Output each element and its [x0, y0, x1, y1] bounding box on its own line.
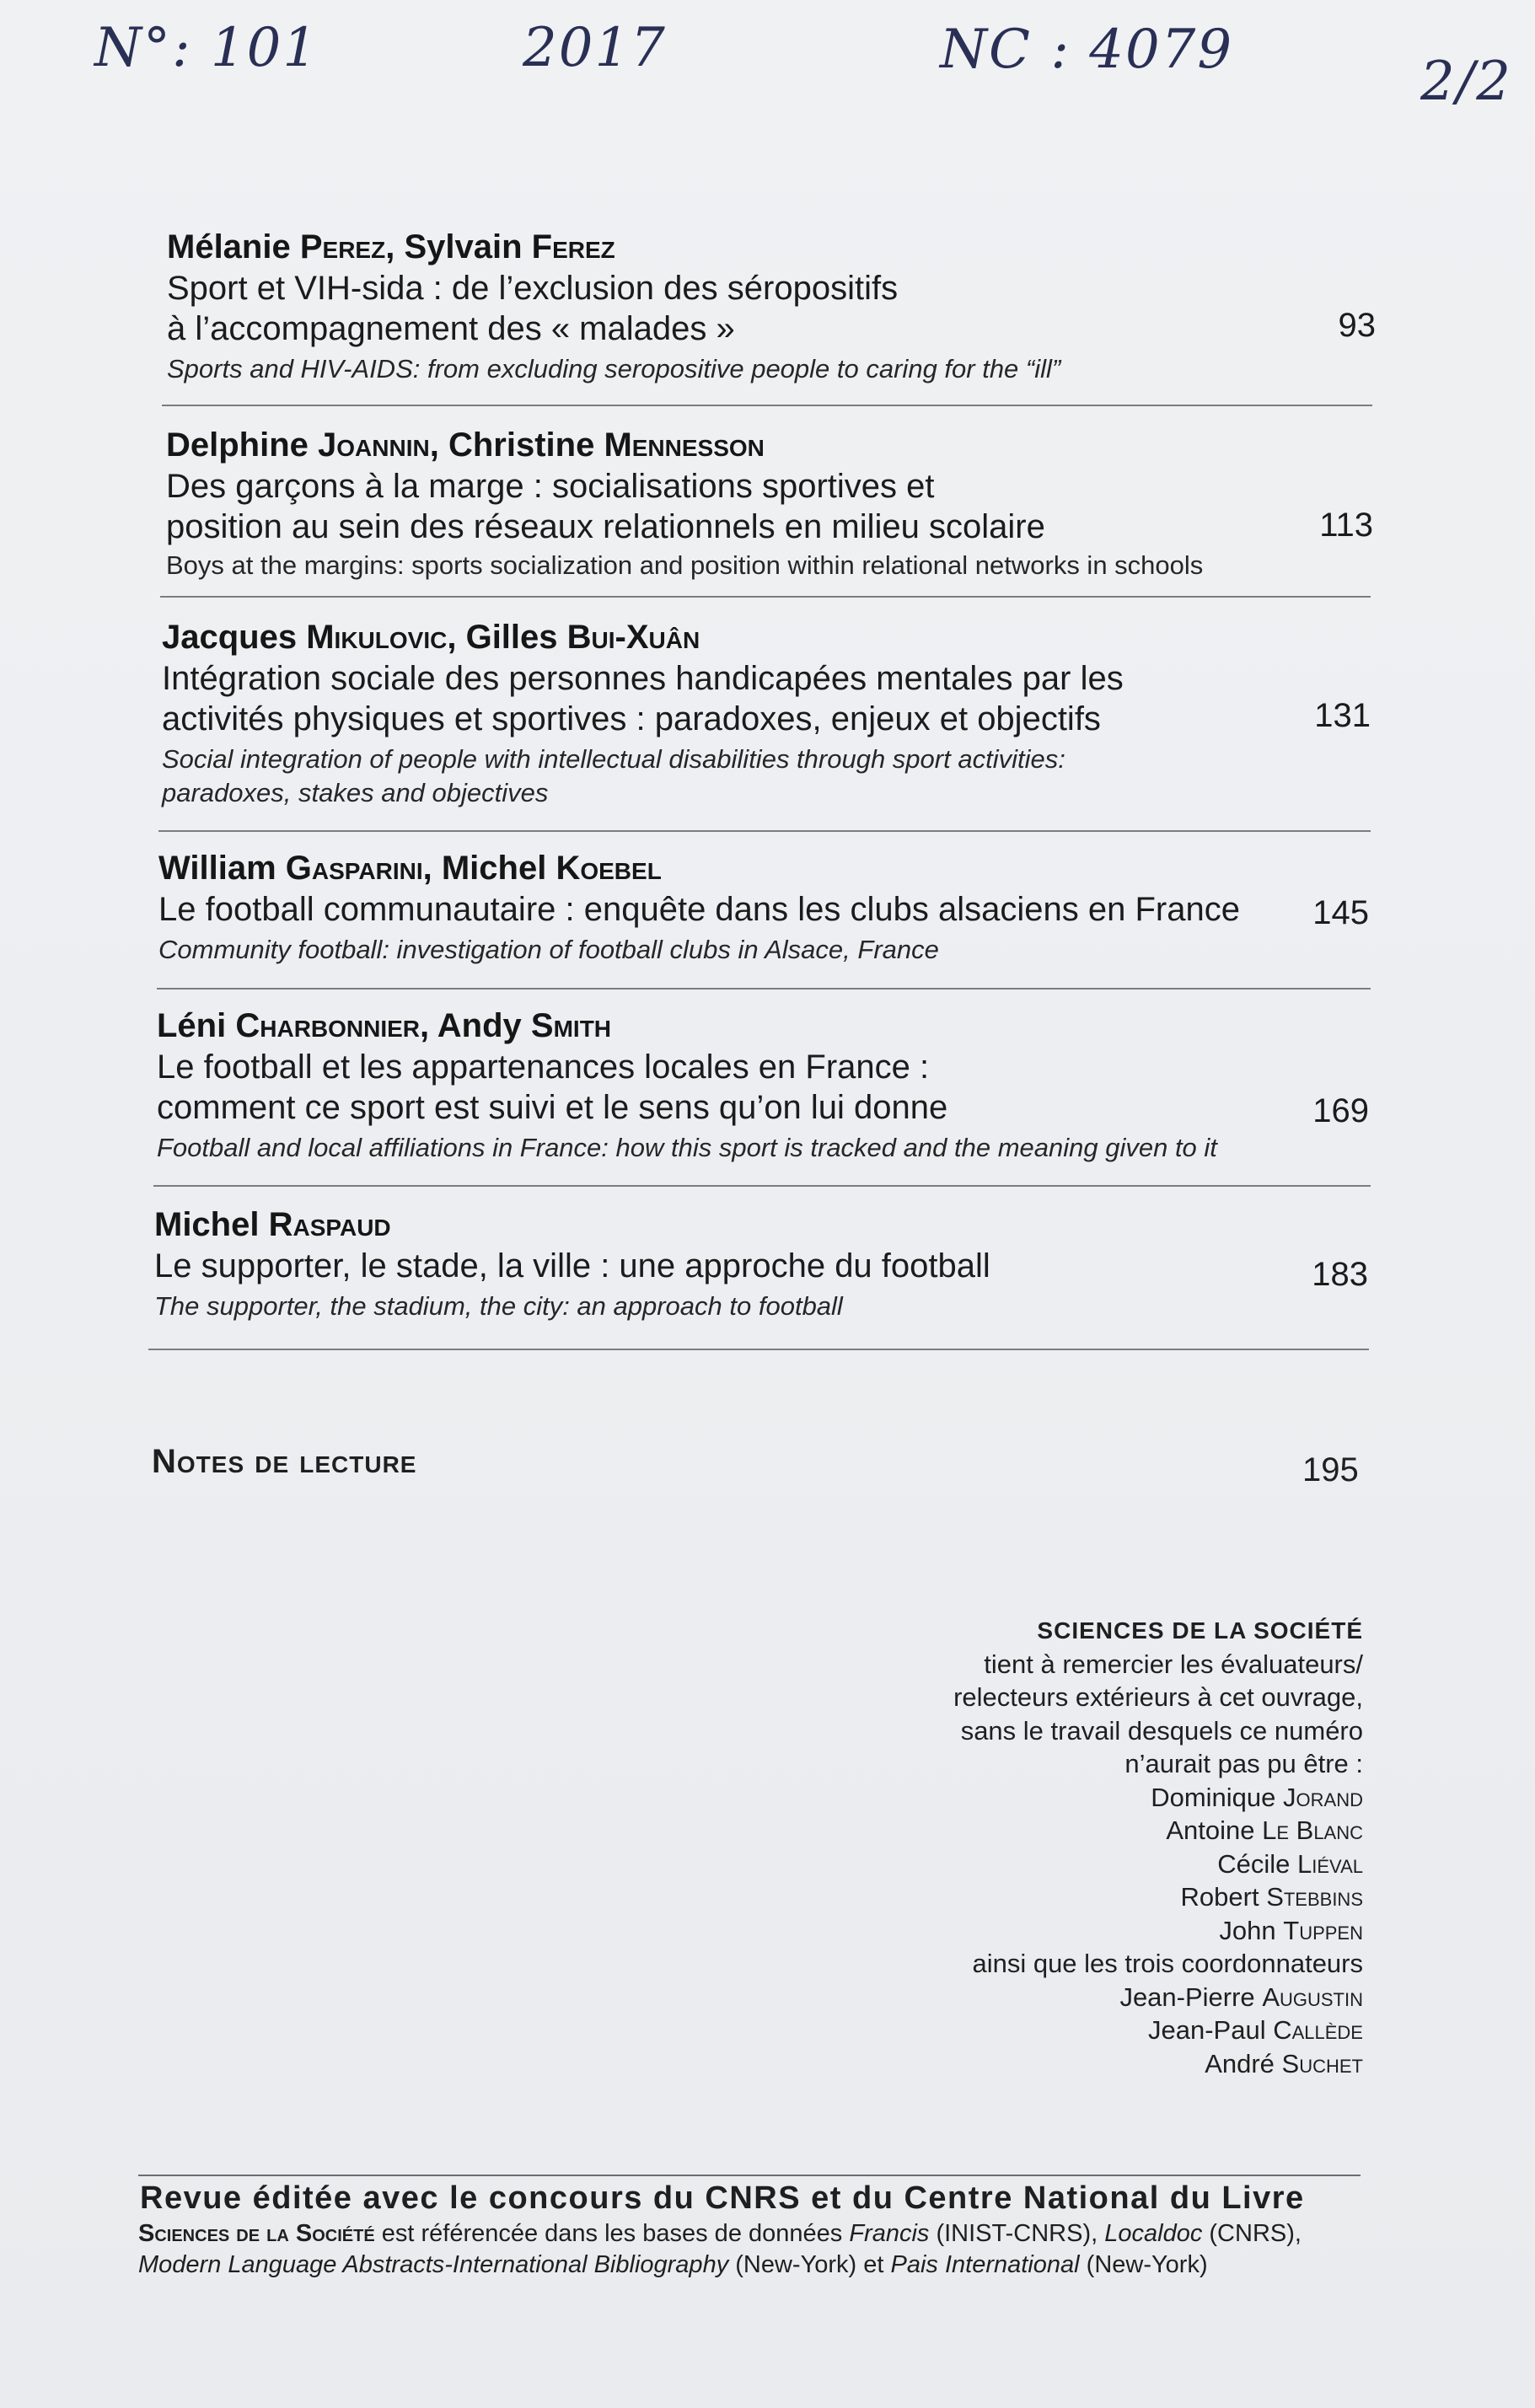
- reviewer-name: Cécile Liéval: [1217, 1848, 1363, 1879]
- indexing-statement: Sciences de la Société est référencée dans les bases de données Francis (INIST-CNRS), Localdoc (CNRS), Modern Language Abstracts-International Bibliography (New-York) et Pais International (New-York): [138, 2220, 1302, 2278]
- entry-title: Des garçons à la marge : socialisations sportives et position au sein des réseaux relationnels en milieu scolaire: [166, 468, 1045, 545]
- publisher-statement: Revue éditée avec le concours du CNRS et du Centre National du Livre: [140, 2180, 1305, 2216]
- entry-authors: Michel Raspaud: [154, 1206, 391, 1243]
- entry-page-number: 145: [1312, 894, 1369, 931]
- notes-page-number: 195: [1302, 1451, 1359, 1488]
- entry-title: Intégration sociale des personnes handicapées mentales par les activités physiques et sportives : paradoxes, enjeux et objectifs: [162, 660, 1124, 737]
- notes-heading: Notes de lecture: [152, 1443, 417, 1480]
- reviewer-name: John Tuppen: [1219, 1915, 1363, 1945]
- entry-authors: Mélanie Perez, Sylvain Ferez: [167, 228, 615, 265]
- coordinator-name: Jean-Paul Callède: [1148, 2015, 1363, 2045]
- reviewer-name: Robert Stebbins: [1180, 1882, 1363, 1912]
- handwritten-fraction: 2/2: [1420, 51, 1512, 113]
- divider: [153, 1185, 1371, 1187]
- entry-translation: Social integration of people with intellectual disabilities through sport activities: paradoxes, stakes and objectives: [162, 744, 1065, 807]
- toc-entry: [162, 616, 1371, 810]
- ack-line: sans le travail desquels ce numéro: [960, 1715, 1363, 1746]
- handwritten-issue-number: N°: 101: [94, 17, 319, 79]
- toc-entry: [166, 424, 1373, 582]
- divider: [162, 405, 1372, 406]
- coordinator-name: Jean-Pierre Augustin: [1119, 1982, 1363, 2012]
- reviewer-name: Dominique Jorand: [1151, 1782, 1363, 1812]
- entry-translation: Boys at the margins: sports socialization and position within relational networks in schools: [166, 550, 1204, 580]
- footer-divider: [138, 2175, 1361, 2176]
- entry-page-number: 93: [1338, 307, 1376, 344]
- entry-authors: Jacques Mikulovic, Gilles Bui-Xuân: [162, 619, 700, 656]
- divider: [160, 596, 1371, 598]
- toc-entry: [167, 226, 1376, 386]
- entry-page-number: 183: [1312, 1256, 1368, 1293]
- ack-line: relecteurs extérieurs à cet ouvrage,: [953, 1682, 1363, 1712]
- acknowledgement-block: [773, 1614, 1363, 2080]
- entry-title: Le supporter, le stade, la ville : une approche du football: [154, 1247, 990, 1284]
- entry-page-number: 169: [1312, 1092, 1369, 1129]
- entry-authors: William Gasparini, Michel Koebel: [158, 850, 662, 887]
- reviewer-name: Antoine Le Blanc: [1166, 1815, 1363, 1845]
- entry-title: Sport et VIH-sida : de l’exclusion des séropositifs à l’accompagnement des « malades »: [167, 270, 899, 347]
- entry-translation: Community football: investigation of football clubs in Alsace, France: [158, 935, 939, 964]
- toc-entry: [157, 1005, 1369, 1165]
- handwritten-year: 2017: [523, 17, 667, 79]
- entry-title: Le football communautaire : enquête dans les clubs alsaciens en France: [158, 891, 1240, 928]
- entry-page-number: 113: [1319, 507, 1373, 544]
- entry-authors: Delphine Joannin, Christine Mennesson: [166, 426, 765, 464]
- toc-entry: [158, 847, 1369, 967]
- ack-line: tient à remercier les évaluateurs/: [984, 1649, 1363, 1679]
- entry-translation: Football and local affiliations in France: how this sport is tracked and the meaning given to it: [157, 1133, 1217, 1162]
- entry-authors: Léni Charbonnier, Andy Smith: [157, 1007, 612, 1044]
- handwritten-code: NC : 4079: [940, 19, 1234, 81]
- entry-title: Le football et les appartenances locales en France : comment ce sport est suivi et le sens qu’on lui donne: [157, 1048, 948, 1126]
- entry-translation: The supporter, the stadium, the city: an approach to football: [154, 1291, 843, 1321]
- entry-translation: Sports and HIV-AIDS: from excluding seropositive people to caring for the “ill”: [167, 354, 1061, 383]
- divider: [148, 1349, 1369, 1350]
- divider: [157, 988, 1371, 989]
- divider: [158, 830, 1371, 832]
- ack-line: ainsi que les trois coordonnateurs: [972, 1949, 1363, 1978]
- ack-line: n’aurait pas pu être :: [1124, 1749, 1363, 1778]
- coordinator-name: André Suchet: [1205, 2048, 1363, 2078]
- toc-entry: [154, 1204, 1368, 1323]
- entry-page-number: 131: [1314, 697, 1371, 734]
- journal-name: SCIENCES DE LA SOCIÉTÉ: [1037, 1617, 1363, 1644]
